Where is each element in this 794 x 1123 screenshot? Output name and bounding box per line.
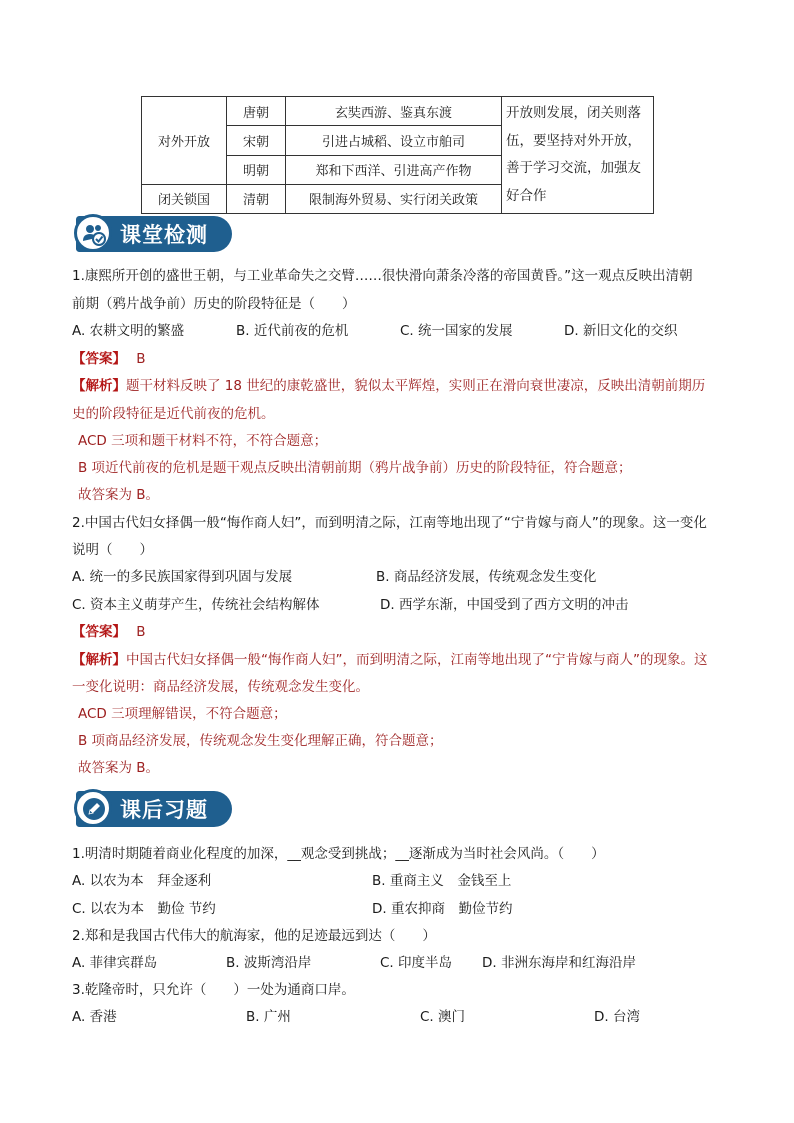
event-cell: 玄奘西游、鉴真东渡 (286, 97, 502, 126)
option-c: C. 印度半岛 (380, 955, 453, 971)
analysis-label: 【解析】 (72, 652, 126, 668)
event-cell: 引进占城稻、设立市舶司 (286, 126, 502, 155)
option-c: C. 以农为本 勤俭 节约 (72, 901, 216, 917)
analysis-line (72, 651, 707, 669)
option-d: D. 重农抑商 勤俭节约 (372, 901, 513, 917)
pencil-icon (74, 789, 112, 827)
option-a: A. 统一的多民族国家得到巩固与发展 (72, 569, 293, 585)
event-cell: 限制海外贸易、实行闭关政策 (286, 184, 502, 213)
summary-cell: 开放则发展，闭关则落伍，要坚持对外开放，善于学习交流，加强友好合作 (502, 97, 654, 214)
answer-value: B (136, 351, 146, 367)
table-row (142, 97, 654, 126)
analysis-text: 一变化说明：商品经济发展，传统观念发生变化。 (72, 679, 369, 695)
option-a: A. 香港 (72, 1009, 117, 1025)
option-a: A. 以农为本 拜金逐利 (72, 873, 212, 889)
analysis-note: B 项近代前夜的危机是题干观点反映出清朝前期（鸦片战争前）历史的阶段特征，符合题意； (78, 460, 632, 476)
question-stem: 前期（鸦片战争前）历史的阶段特征是（ ） (72, 296, 356, 312)
section-title: 课后习题 (120, 798, 208, 822)
analysis-line (72, 377, 705, 395)
option-d: D. 新旧文化的交织 (564, 323, 678, 339)
analysis-text: 史的阶段特征是近代前夜的危机。 (72, 406, 275, 422)
question-stem: 2.中国古代妇女择偶一般“悔作商人妇”，而到明清之际，江南等地出现了“宁肯嫁与商人”的现象。这一变化 (72, 515, 707, 531)
answer-line (72, 350, 146, 368)
event-cell: 郑和下西洋、引进高产作物 (286, 155, 502, 184)
option-d: D. 非洲东海岸和红海沿岸 (482, 955, 636, 971)
option-c: C. 统一国家的发展 (400, 323, 513, 339)
option-d: D. 台湾 (594, 1009, 640, 1025)
option-c: C. 澳门 (420, 1009, 466, 1025)
section-banner-homework (76, 791, 232, 827)
question-stem: 3.乾隆帝时，只允许（ ）一处为通商口岸。 (72, 982, 355, 998)
option-a: A. 菲律宾群岛 (72, 955, 158, 971)
option-d: D. 西学东渐，中国受到了西方文明的冲击 (380, 597, 629, 613)
analysis-note: ACD 三项和题干材料不符，不符合题意； (78, 433, 328, 449)
question-stem: 1.康熙所开创的盛世王朝，与工业革命失之交臂……很快滑向萧条冷落的帝国黄昏。”这一观点反映出清朝 (72, 268, 693, 284)
analysis-label: 【解析】 (72, 378, 126, 394)
answer-line (72, 623, 146, 641)
open-policy-label: 对外开放 (142, 97, 227, 185)
section-banner-classroom-test (76, 216, 232, 252)
option-b: B. 波斯湾沿岸 (226, 955, 312, 971)
dynasty-cell: 唐朝 (227, 97, 286, 126)
answer-value: B (136, 624, 146, 640)
closed-policy-label: 闭关锁国 (142, 184, 227, 213)
section-title: 课堂检测 (120, 223, 208, 247)
analysis-text: 中国古代妇女择偶一般“悔作商人妇”，而到明清之际，江南等地出现了“宁肯嫁与商人”的现象。这 (126, 652, 708, 668)
answer-label: 【答案】 (72, 624, 126, 640)
dynasty-cell: 宋朝 (227, 126, 286, 155)
question-stem: 说明（ ） (72, 542, 153, 558)
option-b: B. 重商主义 金钱至上 (372, 873, 512, 889)
question-stem: 2.郑和是我国古代伟大的航海家，他的足迹最远到达（ ） (72, 928, 436, 944)
question-stem: 1.明清时期随着商业化程度的加深，__观念受到挑战；__逐渐成为当时社会风尚。（ ） (72, 846, 605, 862)
option-c: C. 资本主义萌芽产生，传统社会结构解体 (72, 597, 320, 613)
dynasty-cell: 明朝 (227, 155, 286, 184)
group-check-icon (74, 214, 112, 252)
analysis-note: 故答案为 B。 (78, 760, 160, 776)
analysis-note: 故答案为 B。 (78, 487, 160, 503)
summary-table (141, 96, 654, 214)
analysis-text: 题干材料反映了 18 世纪的康乾盛世，貌似太平辉煌，实则正在滑向衰世凄凉，反映出清朝前期历 (126, 378, 706, 394)
option-b: B. 商品经济发展，传统观念发生变化 (376, 569, 597, 585)
option-b: B. 近代前夜的危机 (236, 323, 349, 339)
analysis-note: B 项商品经济发展，传统观念发生变化理解正确，符合题意； (78, 733, 443, 749)
analysis-note: ACD 三项理解错误，不符合题意； (78, 706, 287, 722)
answer-label: 【答案】 (72, 351, 126, 367)
dynasty-cell: 清朝 (227, 184, 286, 213)
option-a: A. 农耕文明的繁盛 (72, 323, 185, 339)
option-b: B. 广州 (246, 1009, 291, 1025)
